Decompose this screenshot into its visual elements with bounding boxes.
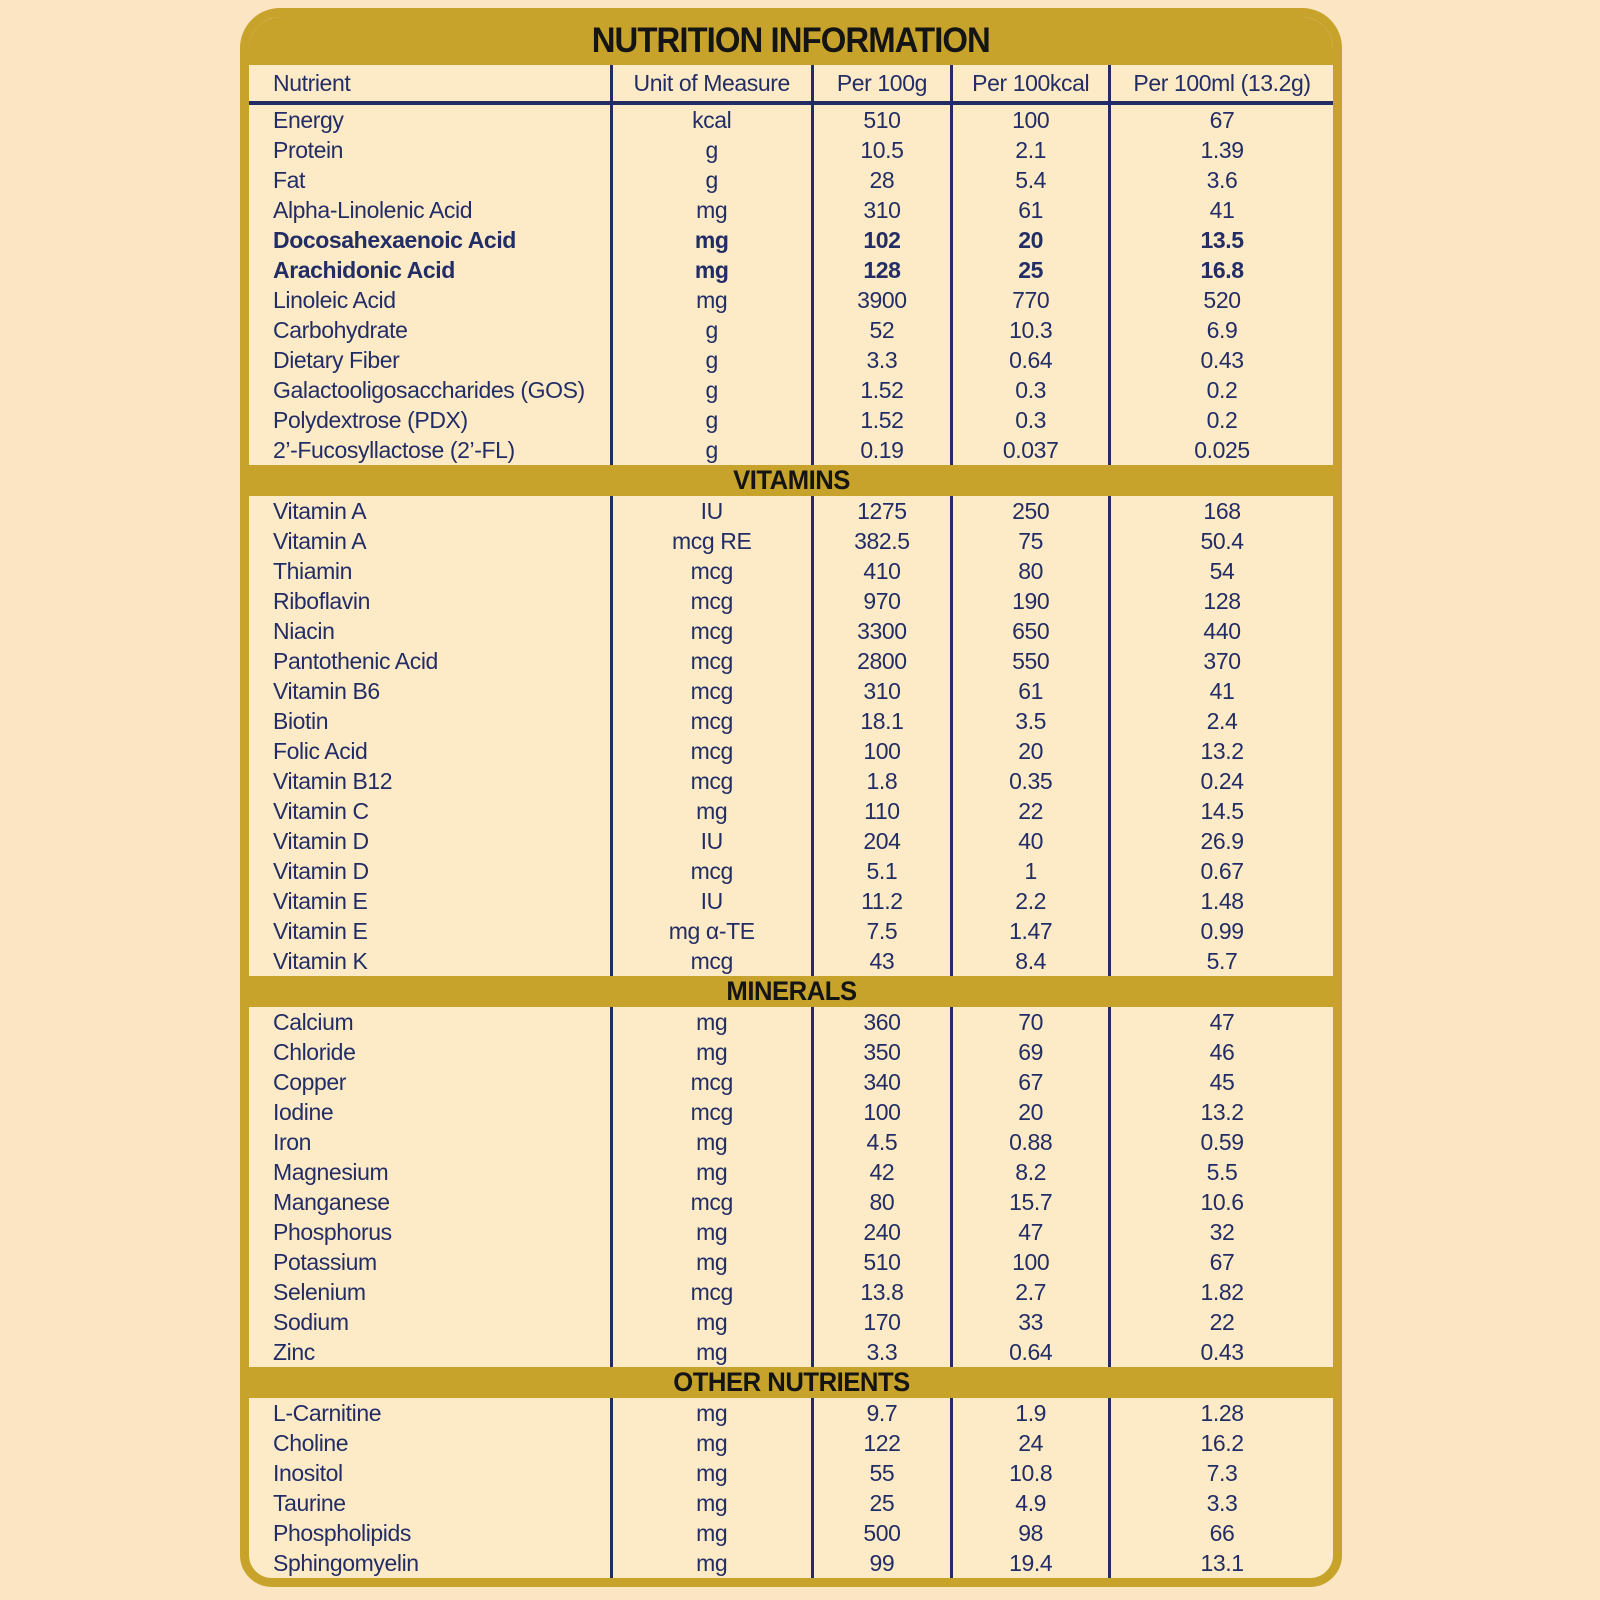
per-100kcal-cell: 5.4 (950, 165, 1108, 195)
unit-cell: mg (610, 1007, 811, 1037)
per-100ml-cell: 3.6 (1108, 165, 1333, 195)
per-100kcal-cell: 61 (950, 195, 1108, 225)
table-row (249, 375, 1333, 405)
per-100kcal-cell: 67 (950, 1067, 1108, 1097)
nutrient-name: Manganese (273, 1189, 390, 1215)
unit-cell: g (610, 375, 811, 405)
nutrient-name: Vitamin K (273, 948, 368, 974)
per-100ml-cell: 0.2 (1108, 405, 1333, 435)
section-header-label: OTHER NUTRIENTS (672, 1367, 910, 1397)
table-row (249, 946, 1333, 976)
section-header-vitamins (249, 465, 1333, 496)
table-row (249, 556, 1333, 586)
table-row (249, 586, 1333, 616)
unit-cell: mcg (610, 586, 811, 616)
per-100ml-cell: 13.2 (1108, 736, 1333, 766)
per-100kcal-cell: 8.4 (950, 946, 1108, 976)
table-row (249, 315, 1333, 345)
nutrient-name: Pantothenic Acid (273, 648, 438, 674)
per-100kcal-cell: 8.2 (950, 1157, 1108, 1187)
per-100g-cell: 410 (811, 556, 951, 586)
table-row (249, 1187, 1333, 1217)
column-header-4: Per 100ml (13.2g) (1108, 65, 1333, 101)
per-100kcal-cell: 4.9 (950, 1488, 1108, 1518)
nutrient-name: L-Carnitine (273, 1400, 382, 1426)
nutrient-name: Riboflavin (273, 588, 370, 614)
per-100kcal-cell: 70 (950, 1007, 1108, 1037)
per-100g-cell: 13.8 (811, 1277, 951, 1307)
per-100g-cell: 100 (811, 1097, 951, 1127)
nutrient-name: Linoleic Acid (273, 287, 396, 313)
table-row (249, 225, 1333, 255)
nutrient-name: Calcium (273, 1009, 354, 1035)
per-100ml-cell: 1.48 (1108, 886, 1333, 916)
column-header-3: Per 100kcal (950, 65, 1108, 101)
nutrition-information-panel (240, 8, 1342, 1587)
unit-cell: mg (610, 1398, 811, 1428)
unit-cell: kcal (610, 105, 811, 135)
per-100ml-cell: 0.2 (1108, 375, 1333, 405)
per-100ml-cell: 50.4 (1108, 526, 1333, 556)
per-100ml-cell: 0.99 (1108, 916, 1333, 946)
per-100g-cell: 3.3 (811, 345, 951, 375)
unit-cell: mg (610, 1488, 811, 1518)
table-row (249, 1007, 1333, 1037)
nutrient-name: Vitamin A (273, 528, 367, 554)
table-row (249, 1548, 1333, 1578)
table-row (249, 1247, 1333, 1277)
nutrient-name: Thiamin (273, 558, 353, 584)
nutrient-name: Phosphorus (273, 1219, 392, 1245)
nutrient-name: Vitamin E (273, 918, 368, 944)
per-100kcal-cell: 20 (950, 225, 1108, 255)
per-100ml-cell: 67 (1108, 105, 1333, 135)
nutrient-name: Folic Acid (273, 738, 368, 764)
per-100kcal-cell: 98 (950, 1518, 1108, 1548)
table-row (249, 1127, 1333, 1157)
unit-cell: IU (610, 496, 811, 526)
unit-cell: mg (610, 1247, 811, 1277)
unit-cell: g (610, 345, 811, 375)
per-100kcal-cell: 47 (950, 1217, 1108, 1247)
per-100ml-cell: 47 (1108, 1007, 1333, 1037)
unit-cell: mg (610, 1548, 811, 1578)
per-100g-cell: 10.5 (811, 135, 951, 165)
unit-cell: mcg (610, 556, 811, 586)
per-100g-cell: 3900 (811, 285, 951, 315)
per-100g-cell: 52 (811, 315, 951, 345)
unit-cell: mcg (610, 1097, 811, 1127)
per-100g-cell: 1.52 (811, 375, 951, 405)
table-body (249, 105, 1333, 1578)
table-row (249, 616, 1333, 646)
per-100ml-cell: 41 (1108, 676, 1333, 706)
per-100g-cell: 9.7 (811, 1398, 951, 1428)
per-100ml-cell: 3.3 (1108, 1488, 1333, 1518)
per-100kcal-cell: 0.88 (950, 1127, 1108, 1157)
nutrient-name: Vitamin B12 (273, 768, 393, 794)
per-100ml-cell: 14.5 (1108, 796, 1333, 826)
table-row (249, 105, 1333, 135)
unit-cell: mg (610, 1337, 811, 1367)
per-100g-cell: 43 (811, 946, 951, 976)
per-100kcal-cell: 22 (950, 796, 1108, 826)
nutrient-name: Polydextrose (PDX) (273, 407, 468, 433)
unit-cell: mcg (610, 706, 811, 736)
per-100g-cell: 170 (811, 1307, 951, 1337)
nutrient-name: Iron (273, 1129, 312, 1155)
per-100ml-cell: 520 (1108, 285, 1333, 315)
per-100g-cell: 500 (811, 1518, 951, 1548)
per-100g-cell: 360 (811, 1007, 951, 1037)
per-100ml-cell: 66 (1108, 1518, 1333, 1548)
per-100kcal-cell: 0.64 (950, 345, 1108, 375)
per-100ml-cell: 41 (1108, 195, 1333, 225)
table-row (249, 1398, 1333, 1428)
nutrient-name: Carbohydrate (273, 317, 408, 343)
table-row (249, 886, 1333, 916)
per-100kcal-cell: 75 (950, 526, 1108, 556)
nutrient-name: Vitamin D (273, 858, 369, 884)
unit-cell: g (610, 165, 811, 195)
nutrient-name: Vitamin B6 (273, 678, 380, 704)
unit-cell: mg α-TE (610, 916, 811, 946)
unit-cell: g (610, 135, 811, 165)
per-100ml-cell: 0.025 (1108, 435, 1333, 465)
per-100ml-cell: 0.43 (1108, 345, 1333, 375)
nutrient-name: Docosahexaenoic Acid (273, 227, 516, 253)
unit-cell: g (610, 405, 811, 435)
per-100g-cell: 5.1 (811, 856, 951, 886)
unit-cell: mcg (610, 1277, 811, 1307)
nutrient-name: Arachidonic Acid (273, 257, 455, 283)
unit-cell: g (610, 315, 811, 345)
nutrient-name: Choline (273, 1430, 349, 1456)
table-row (249, 706, 1333, 736)
table-row (249, 1488, 1333, 1518)
per-100kcal-cell: 69 (950, 1037, 1108, 1067)
per-100g-cell: 28 (811, 165, 951, 195)
per-100ml-cell: 5.5 (1108, 1157, 1333, 1187)
per-100g-cell: 128 (811, 255, 951, 285)
per-100g-cell: 3.3 (811, 1337, 951, 1367)
table-row (249, 526, 1333, 556)
per-100g-cell: 99 (811, 1548, 951, 1578)
nutrient-name: Alpha-Linolenic Acid (273, 197, 473, 223)
nutrient-name: Selenium (273, 1279, 366, 1305)
nutrient-name: 2’-Fucosyllactose (2’-FL) (273, 437, 515, 463)
per-100g-cell: 18.1 (811, 706, 951, 736)
column-header-row (249, 65, 1333, 105)
per-100g-cell: 204 (811, 826, 951, 856)
per-100ml-cell: 168 (1108, 496, 1333, 526)
nutrient-name: Vitamin A (273, 498, 367, 524)
per-100kcal-cell: 0.64 (950, 1337, 1108, 1367)
per-100g-cell: 1275 (811, 496, 951, 526)
per-100g-cell: 350 (811, 1037, 951, 1067)
per-100g-cell: 4.5 (811, 1127, 951, 1157)
per-100g-cell: 2800 (811, 646, 951, 676)
per-100g-cell: 102 (811, 225, 951, 255)
table-row (249, 435, 1333, 465)
per-100ml-cell: 1.82 (1108, 1277, 1333, 1307)
nutrient-name: Chloride (273, 1039, 356, 1065)
nutrient-name: Zinc (273, 1339, 315, 1365)
column-header-1: Unit of Measure (610, 65, 811, 101)
table-row (249, 1337, 1333, 1367)
per-100ml-cell: 13.2 (1108, 1097, 1333, 1127)
per-100kcal-cell: 100 (950, 105, 1108, 135)
per-100kcal-cell: 33 (950, 1307, 1108, 1337)
section-header-label: VITAMINS (732, 465, 850, 495)
nutrient-name: Galactooligosaccharides (GOS) (273, 377, 585, 403)
per-100ml-cell: 54 (1108, 556, 1333, 586)
per-100kcal-cell: 20 (950, 1097, 1108, 1127)
per-100g-cell: 310 (811, 676, 951, 706)
table-row (249, 285, 1333, 315)
nutrient-name: Vitamin D (273, 828, 369, 854)
nutrient-name: Protein (273, 137, 344, 163)
table-row (249, 1037, 1333, 1067)
per-100kcal-cell: 1.47 (950, 916, 1108, 946)
table-row (249, 676, 1333, 706)
per-100g-cell: 80 (811, 1187, 951, 1217)
per-100kcal-cell: 0.3 (950, 375, 1108, 405)
per-100ml-cell: 26.9 (1108, 826, 1333, 856)
table-row (249, 195, 1333, 225)
column-header-2: Per 100g (811, 65, 951, 101)
table-row (249, 916, 1333, 946)
unit-cell: mcg (610, 1067, 811, 1097)
per-100kcal-cell: 100 (950, 1247, 1108, 1277)
unit-cell: mg (610, 1307, 811, 1337)
unit-cell: mcg RE (610, 526, 811, 556)
per-100g-cell: 11.2 (811, 886, 951, 916)
unit-cell: mg (610, 796, 811, 826)
per-100g-cell: 100 (811, 736, 951, 766)
per-100kcal-cell: 250 (950, 496, 1108, 526)
table-row (249, 736, 1333, 766)
per-100ml-cell: 67 (1108, 1247, 1333, 1277)
per-100g-cell: 240 (811, 1217, 951, 1247)
table-row (249, 345, 1333, 375)
per-100g-cell: 110 (811, 796, 951, 826)
table-row (249, 1157, 1333, 1187)
nutrient-name: Taurine (273, 1490, 346, 1516)
table-row (249, 646, 1333, 676)
nutrient-name: Phospholipids (273, 1520, 412, 1546)
per-100kcal-cell: 20 (950, 736, 1108, 766)
per-100ml-cell: 16.2 (1108, 1428, 1333, 1458)
unit-cell: mg (610, 1157, 811, 1187)
nutrient-name: Potassium (273, 1249, 377, 1275)
per-100ml-cell: 0.43 (1108, 1337, 1333, 1367)
unit-cell: mg (610, 1217, 811, 1247)
per-100g-cell: 7.5 (811, 916, 951, 946)
table-row (249, 826, 1333, 856)
nutrient-name: Dietary Fiber (273, 347, 400, 373)
unit-cell: mcg (610, 646, 811, 676)
per-100kcal-cell: 1 (950, 856, 1108, 886)
per-100ml-cell: 16.8 (1108, 255, 1333, 285)
per-100ml-cell: 6.9 (1108, 315, 1333, 345)
table-row (249, 796, 1333, 826)
per-100kcal-cell: 2.1 (950, 135, 1108, 165)
per-100kcal-cell: 190 (950, 586, 1108, 616)
per-100kcal-cell: 10.3 (950, 315, 1108, 345)
unit-cell: mg (610, 1428, 811, 1458)
per-100ml-cell: 10.6 (1108, 1187, 1333, 1217)
per-100g-cell: 0.19 (811, 435, 951, 465)
table-row (249, 1458, 1333, 1488)
table-row (249, 496, 1333, 526)
unit-cell: mg (610, 255, 811, 285)
per-100g-cell: 1.8 (811, 766, 951, 796)
title-bar (249, 17, 1333, 65)
table-row (249, 405, 1333, 435)
per-100kcal-cell: 25 (950, 255, 1108, 285)
per-100kcal-cell: 80 (950, 556, 1108, 586)
table-row (249, 255, 1333, 285)
unit-cell: IU (610, 886, 811, 916)
per-100g-cell: 42 (811, 1157, 951, 1187)
per-100g-cell: 122 (811, 1428, 951, 1458)
per-100kcal-cell: 0.037 (950, 435, 1108, 465)
unit-cell: mcg (610, 946, 811, 976)
per-100kcal-cell: 650 (950, 616, 1108, 646)
table-row (249, 1217, 1333, 1247)
per-100g-cell: 55 (811, 1458, 951, 1488)
per-100kcal-cell: 10.8 (950, 1458, 1108, 1488)
table-row (249, 856, 1333, 886)
unit-cell: mg (610, 225, 811, 255)
per-100kcal-cell: 24 (950, 1428, 1108, 1458)
per-100g-cell: 510 (811, 1247, 951, 1277)
table-row (249, 1097, 1333, 1127)
section-header-other-nutrients (249, 1367, 1333, 1398)
per-100kcal-cell: 3.5 (950, 706, 1108, 736)
unit-cell: mg (610, 195, 811, 225)
unit-cell: mg (610, 1458, 811, 1488)
per-100ml-cell: 46 (1108, 1037, 1333, 1067)
section-header-minerals (249, 976, 1333, 1007)
per-100ml-cell: 7.3 (1108, 1458, 1333, 1488)
per-100ml-cell: 0.67 (1108, 856, 1333, 886)
panel-title: NUTRITION INFORMATION (591, 21, 991, 60)
nutrient-name: Magnesium (273, 1159, 389, 1185)
unit-cell: mg (610, 1518, 811, 1548)
per-100ml-cell: 440 (1108, 616, 1333, 646)
per-100kcal-cell: 550 (950, 646, 1108, 676)
nutrient-name: Copper (273, 1069, 347, 1095)
column-header-0: Nutrient (273, 70, 351, 96)
unit-cell: mg (610, 1127, 811, 1157)
unit-cell: mg (610, 1037, 811, 1067)
nutrient-name: Biotin (273, 708, 329, 734)
unit-cell: g (610, 435, 811, 465)
table-row (249, 1518, 1333, 1548)
per-100ml-cell: 370 (1108, 646, 1333, 676)
nutrient-name: Energy (273, 107, 344, 133)
table-row (249, 165, 1333, 195)
unit-cell: mcg (610, 736, 811, 766)
table-row (249, 1067, 1333, 1097)
per-100kcal-cell: 0.3 (950, 405, 1108, 435)
table-row (249, 1307, 1333, 1337)
per-100g-cell: 340 (811, 1067, 951, 1097)
nutrient-name: Iodine (273, 1099, 334, 1125)
nutrient-name: Vitamin C (273, 798, 369, 824)
per-100kcal-cell: 40 (950, 826, 1108, 856)
per-100g-cell: 310 (811, 195, 951, 225)
nutrient-name: Niacin (273, 618, 335, 644)
per-100ml-cell: 1.28 (1108, 1398, 1333, 1428)
nutrient-name: Sodium (273, 1309, 349, 1335)
table-row (249, 1277, 1333, 1307)
unit-cell: mcg (610, 616, 811, 646)
per-100kcal-cell: 1.9 (950, 1398, 1108, 1428)
unit-cell: mcg (610, 766, 811, 796)
per-100ml-cell: 2.4 (1108, 706, 1333, 736)
per-100ml-cell: 128 (1108, 586, 1333, 616)
per-100kcal-cell: 770 (950, 285, 1108, 315)
table-row (249, 766, 1333, 796)
per-100g-cell: 3300 (811, 616, 951, 646)
section-header-label: MINERALS (725, 976, 857, 1006)
per-100ml-cell: 0.24 (1108, 766, 1333, 796)
per-100ml-cell: 1.39 (1108, 135, 1333, 165)
per-100ml-cell: 32 (1108, 1217, 1333, 1247)
per-100g-cell: 25 (811, 1488, 951, 1518)
unit-cell: IU (610, 826, 811, 856)
per-100g-cell: 1.52 (811, 405, 951, 435)
per-100kcal-cell: 61 (950, 676, 1108, 706)
per-100kcal-cell: 15.7 (950, 1187, 1108, 1217)
unit-cell: mg (610, 285, 811, 315)
per-100kcal-cell: 19.4 (950, 1548, 1108, 1578)
nutrient-name: Sphingomyelin (273, 1550, 419, 1576)
per-100ml-cell: 0.59 (1108, 1127, 1333, 1157)
per-100kcal-cell: 2.7 (950, 1277, 1108, 1307)
unit-cell: mcg (610, 1187, 811, 1217)
per-100ml-cell: 13.1 (1108, 1548, 1333, 1578)
per-100g-cell: 510 (811, 105, 951, 135)
unit-cell: mcg (610, 676, 811, 706)
nutrient-name: Vitamin E (273, 888, 368, 914)
per-100kcal-cell: 2.2 (950, 886, 1108, 916)
unit-cell: mcg (610, 856, 811, 886)
per-100g-cell: 382.5 (811, 526, 951, 556)
per-100ml-cell: 13.5 (1108, 225, 1333, 255)
per-100ml-cell: 45 (1108, 1067, 1333, 1097)
per-100ml-cell: 5.7 (1108, 946, 1333, 976)
nutrient-name: Inositol (273, 1460, 343, 1486)
per-100ml-cell: 22 (1108, 1307, 1333, 1337)
nutrient-name: Fat (273, 167, 306, 193)
per-100g-cell: 970 (811, 586, 951, 616)
table-row (249, 1428, 1333, 1458)
table-row (249, 135, 1333, 165)
per-100kcal-cell: 0.35 (950, 766, 1108, 796)
